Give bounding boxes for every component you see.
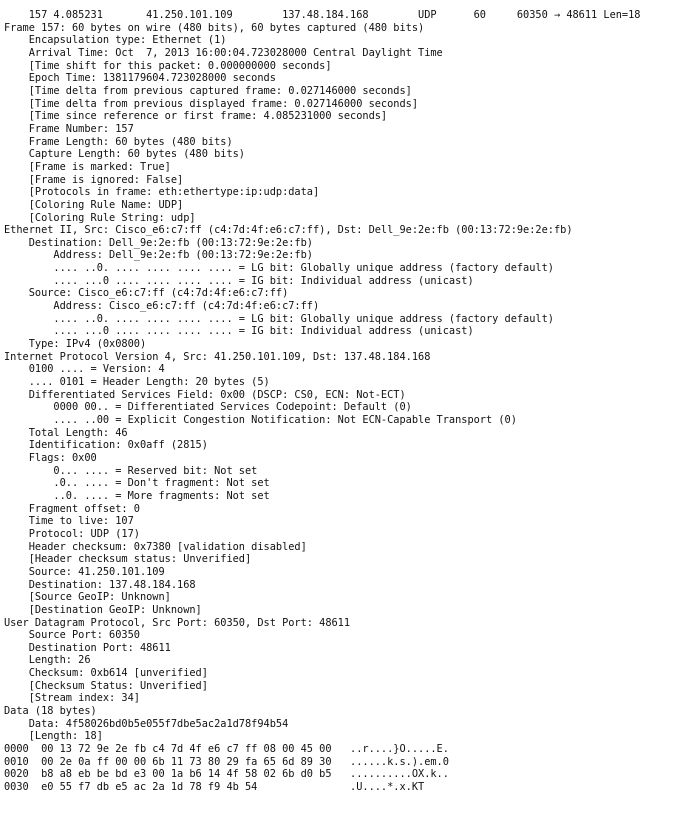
ip-field-line: [Source GeoIP: Unknown] [4,591,171,604]
ip-section [4,351,692,617]
udp-field-line: Checksum: 0xb614 [unverified] [4,667,208,680]
udp-field-line: Destination Port: 48611 [4,641,171,654]
packet-dissection-text [4,9,692,794]
ethernet-field-line: Address: Cisco_e6:c7:ff (c4:7d:4f:e6:c7:ff) [4,300,320,313]
ip-field-line: Source: 41.250.101.109 [4,565,165,578]
ethernet-field-line: Destination: Dell_9e:2e:fb (00:13:72:9e:2e:fb) [4,236,313,249]
hex-dump-row: 0010 00 2e 0a ff 00 00 6b 11 73 80 29 fa 65 6d 89 30 ......k.s.).em.0 [4,755,449,768]
ip-field-line: Identification: 0x0aff (2815) [4,439,208,452]
ip-field-line: Total Length: 46 [4,426,128,439]
ip-field-line: Fragment offset: 0 [4,502,140,515]
frame-field-line: Encapsulation type: Ethernet (1) [4,34,227,47]
frame-field-line: Arrival Time: Oct 7, 2013 16:00:04.723028000 Central Daylight Time [4,46,443,59]
frame-field-line: [Time since reference or first frame: 4.085231000 seconds] [4,110,388,123]
ip-field-line: Header checksum: 0x7380 [validation disabled] [4,540,307,553]
hex-dump-row: 0000 00 13 72 9e 2e fb c4 7d 4f e6 c7 ff 08 00 45 00 ..r....}O.....E. [4,743,449,756]
frame-field-line: [Time delta from previous displayed frame: 0.027146000 seconds] [4,97,419,110]
ethernet-field-line: .... ..0. .... .... .... .... = LG bit: Globally unique address (factory default) [4,262,554,275]
ip-field-line: .... ..00 = Explicit Congestion Notification: Not ECN-Capable Transport (0) [4,414,517,426]
frame-field-line: [Frame is marked: True] [4,160,171,173]
ip-field-line: 0... .... = Reserved bit: Not set [4,464,258,477]
frame-field-line: [Coloring Rule Name: UDP] [4,198,184,211]
ethernet-field-line: .... ..0. .... .... .... .... = LG bit: Globally unique address (factory default) [4,312,554,325]
ethernet-field-line: Address: Dell_9e:2e:fb (00:13:72:9e:2e:fb) [4,249,313,262]
frame-field-line: [Time delta from previous captured frame: 0.027146000 seconds] [4,84,412,97]
frame-field-line: [Frame is ignored: False] [4,173,184,186]
ethernet-section [4,224,692,351]
ip-field-line: 0000 00.. = Differentiated Services Codepoint: Default (0) [4,401,412,414]
ip-field-line: Differentiated Services Field: 0x00 (DSCP: CS0, ECN: Not-ECT) [4,388,406,401]
data-header-line: Data (18 bytes) [4,705,97,718]
hex-dump-row: 0020 b8 a8 eb be bd e3 00 1a b6 14 4f 58 02 6b d0 b5 ..........OX.k.. [4,768,449,781]
frame-field-line: [Protocols in frame: eth:ethertype:ip:udp:data] [4,186,320,199]
ip-field-line: 0100 .... = Version: 4 [4,363,165,376]
frame-field-line: Frame Number: 157 [4,122,134,135]
udp-field-line: Length: 26 [4,654,91,667]
udp-field-line: [Checksum Status: Unverified] [4,679,208,692]
data-field-line: [Length: 18] [4,730,103,743]
ip-field-line: ..0. .... = More fragments: Not set [4,489,270,502]
data-field-line: Data: 4f58026bd0b5e055f7dbe5ac2a1d78f94b54 [4,717,289,730]
ip-field-line: .0.. .... = Don't fragment: Not set [4,477,270,490]
ip-field-line: Destination: 137.48.184.168 [4,578,196,591]
frame-header-line: Frame 157: 60 bytes on wire (480 bits), 60 bytes captured (480 bits) [4,21,425,34]
ethernet-field-line: .... ...0 .... .... .... .... = IG bit: Individual address (unicast) [4,325,474,338]
udp-field-line: Source Port: 60350 [4,629,140,642]
ethernet-field-line: Source: Cisco_e6:c7:ff (c4:7d:4f:e6:c7:ff) [4,287,289,300]
ip-field-line: [Destination GeoIP: Unknown] [4,603,202,616]
ethernet-header-line: Ethernet II, Src: Cisco_e6:c7:ff (c4:7d:4f:e6:c7:ff), Dst: Dell_9e:2e:fb (00:13:72:9e:2e:fb) [4,224,573,237]
ip-field-line: Time to live: 107 [4,515,134,528]
ip-header-line: Internet Protocol Version 4, Src: 41.250.101.109, Dst: 137.48.184.168 [4,350,431,363]
ip-field-line: [Header checksum status: Unverified] [4,553,252,566]
ethernet-field-line: .... ...0 .... .... .... .... = IG bit: Individual address (unicast) [4,274,474,287]
frame-field-line: Capture Length: 60 bytes (480 bits) [4,148,245,161]
hex-dump-section [4,743,692,794]
ip-field-line: Protocol: UDP (17) [4,527,140,540]
frame-field-line: [Time shift for this packet: 0.000000000 seconds] [4,59,332,72]
frame-field-line: Epoch Time: 1381179604.723028000 seconds [4,72,276,85]
frame-field-line: [Coloring Rule String: udp] [4,211,196,224]
packet-summary-line: 157 4.085231 41.250.101.109 137.48.184.168 UDP 60 60350 → 48611 Len=18 [4,9,641,21]
hex-dump-row: 0030 e0 55 f7 db e5 ac 2a 1d 78 f9 4b 54 .U....*.x.KT [4,781,425,794]
frame-field-line: Frame Length: 60 bytes (480 bits) [4,135,233,148]
udp-header-line: User Datagram Protocol, Src Port: 60350, Dst Port: 48611 [4,616,351,629]
data-section [4,705,692,743]
ip-field-line: .... 0101 = Header Length: 20 bytes (5) [4,376,270,389]
udp-field-line: [Stream index: 34] [4,692,140,705]
frame-section [4,22,692,225]
udp-section [4,617,692,706]
ethernet-field-line: Type: IPv4 (0x0800) [4,338,147,351]
ip-field-line: Flags: 0x00 [4,451,97,464]
